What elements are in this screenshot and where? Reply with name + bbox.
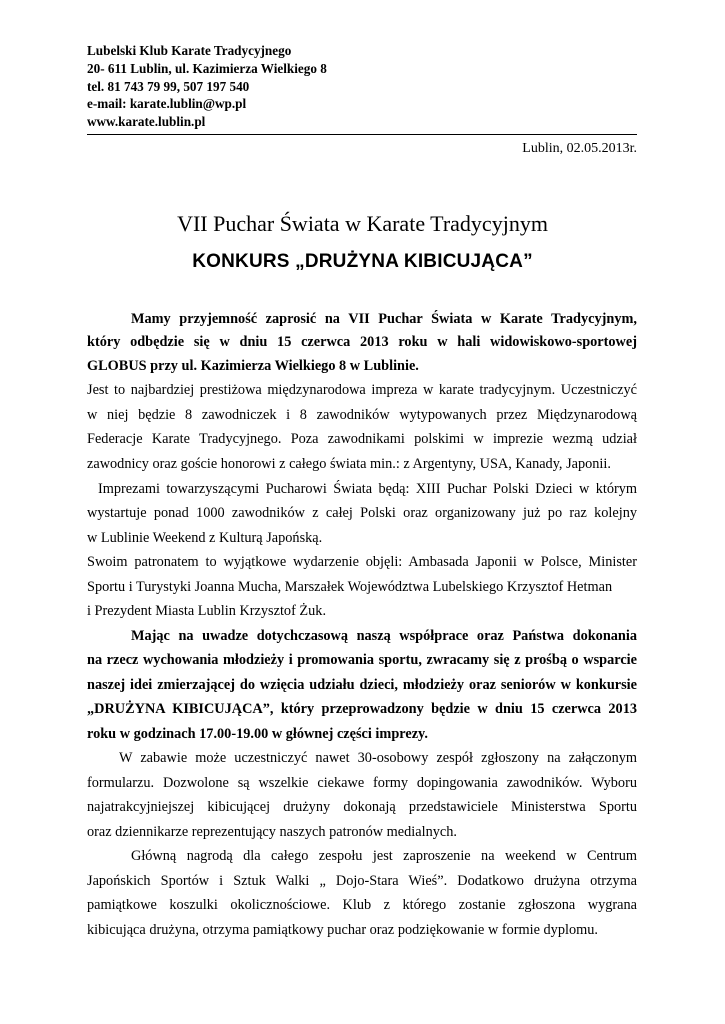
- body-line: na rzecz wychowania młodzieży i promowania sportu, zwracamy się z prośbą o wsparcie: [87, 652, 637, 668]
- org-name: Lubelski Klub Karate Tradycyjnego: [87, 43, 292, 58]
- org-email: e-mail: karate.lublin@wp.pl: [87, 96, 247, 112]
- body-line: zawodnicy oraz goście honorowi z całego świata min.: z Argentyny, USA, Kanady, Japonii.: [87, 456, 611, 472]
- body-line: który odbędzie się w dniu 15 czerwca 2013 roku w hali widowiskowo-sportowej: [87, 334, 637, 350]
- header-divider: [87, 134, 637, 135]
- letterhead: [87, 42, 327, 131]
- body-line: Swoim patronatem to wyjątkowe wydarzenie objęli: Ambasada Japonii w Polsce, Minister: [87, 554, 637, 570]
- body-line: GLOBUS przy ul. Kazimierza Wielkiego 8 w Lublinie.: [87, 358, 419, 374]
- document-subtitle: KONKURS „DRUŻYNA KIBICUJĄCA”: [192, 251, 533, 272]
- body-line: w niej będzie 8 zawodniczek i 8 zawodników wytypowanych przez Międzynarodową: [87, 407, 637, 423]
- body-line: najatrakcyjniejszej kibicującej drużyny dokonają przedstawiciele Ministerstwa Sportu: [87, 799, 637, 815]
- body-line: w Lublinie Weekend z Kulturą Japońską.: [87, 530, 323, 546]
- body-line: Jest to najbardziej prestiżowa międzynarodowa impreza w karate tradycyjnym. Uczestniczyć: [87, 382, 637, 398]
- org-address: 20- 611 Lublin, ul. Kazimierza Wielkiego 8: [87, 60, 327, 76]
- body-line: „DRUŻYNA KIBICUJĄCA”, który przeprowadzony będzie w dniu 15 czerwca 2013: [87, 701, 637, 717]
- letter-date: Lublin, 02.05.2013r.: [522, 141, 637, 156]
- body-line: Główną nagrodą dla całego zespołu jest zaproszenie na weekend w Centrum: [131, 848, 637, 864]
- body-line: Mamy przyjemność zaprosić na VII Puchar Świata w Karate Tradycyjnym,: [131, 311, 637, 327]
- body-line: oraz dziennikarze reprezentujący naszych patronów medialnych.: [87, 824, 457, 840]
- body-line: kibicująca drużyna, otrzyma pamiątkowy puchar oraz podziękowanie w formie dyplomu.: [87, 922, 598, 938]
- body-line: formularzu. Dozwolone są wszelkie ciekawe formy dopingowania zawodników. Wyboru: [87, 775, 637, 791]
- body-line: W zabawie może uczestniczyć nawet 30-osobowy zespół zgłoszony na załączonym: [119, 750, 637, 766]
- org-website: www.karate.lublin.pl: [87, 114, 206, 130]
- body-line: i Prezydent Miasta Lublin Krzysztof Żuk.: [87, 603, 327, 619]
- body-line: wystartuje ponad 1000 zawodników z całej Polski oraz organizowany już po raz kolejny: [87, 505, 637, 521]
- body-line: roku w godzinach 17.00-19.00 w głównej części imprezy.: [87, 726, 428, 742]
- body-line: naszej idei zmierzającej do wzięcia udziału dzieci, młodzieży oraz seniorów w konkursie: [87, 677, 637, 693]
- body-line: pamiątkowe koszulki okolicznościowe. Klub z którego zostanie zgłoszona wygrana: [87, 897, 637, 913]
- document-title: VII Puchar Świata w Karate Tradycyjnym: [177, 211, 548, 236]
- body-line: Sportu i Turystyki Joanna Mucha, Marszałek Województwa Lubelskiego Krzysztof Hetman: [87, 579, 613, 595]
- body-line: Mając na uwadze dotychczasową naszą współprace oraz Państwa dokonania: [131, 628, 637, 644]
- body-line: Imprezami towarzyszącymi Pucharowi Świata będą: XIII Puchar Polski Dzieci w którym: [98, 481, 637, 497]
- body-line: Japońskich Sportów i Sztuk Walki „ Dojo-Stara Wieś”. Dodatkowo drużyna otrzyma: [87, 873, 637, 889]
- org-phone: tel. 81 743 79 99, 507 197 540: [87, 78, 250, 94]
- body-line: Federacje Karate Tradycyjnego. Poza zawodnikami polskimi w imprezie wezmą udział: [87, 431, 637, 447]
